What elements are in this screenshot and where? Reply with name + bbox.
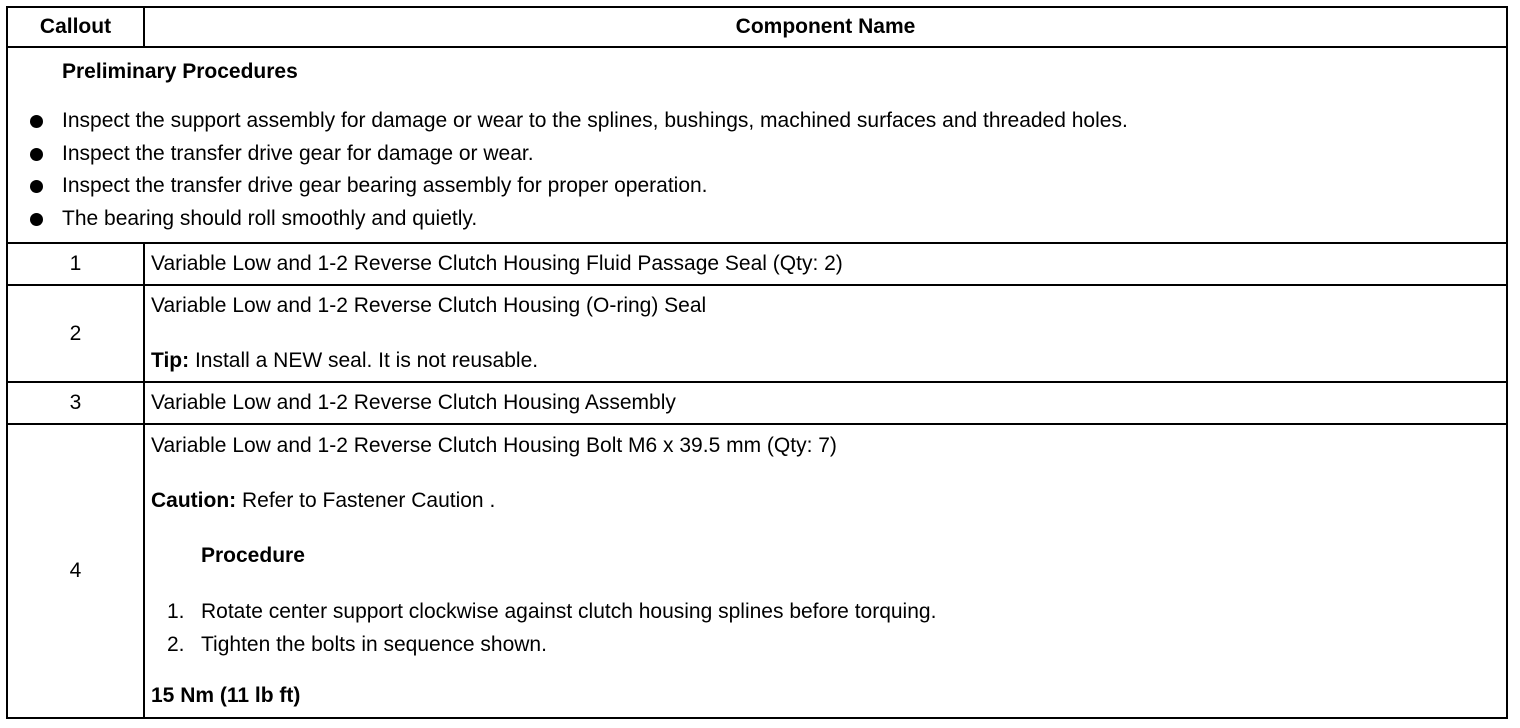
preliminary-cell: [7, 47, 1507, 243]
bullet-item: [8, 138, 1506, 171]
bullet-item: [8, 170, 1506, 203]
component-table: [6, 6, 1508, 719]
bullet-text: Inspect the transfer drive gear bearing assembly for proper operation.: [62, 174, 708, 197]
bullet-dot-icon: [30, 115, 43, 128]
step-text: Tighten the bolts in sequence shown.: [201, 632, 547, 656]
step-number: 1.: [167, 600, 185, 623]
component-name: Variable Low and 1-2 Reverse Clutch Housing Fluid Passage Seal (Qty: 2): [144, 243, 1507, 285]
component-name: Variable Low and 1-2 Reverse Clutch Housing Assembly: [144, 382, 1507, 424]
bullet-item: [8, 105, 1506, 138]
procedure-step: [151, 596, 1506, 629]
bullet-dot-icon: [30, 213, 43, 226]
header-component-name: Component Name: [144, 7, 1507, 47]
tip-text: Install a NEW seal. It is not reusable.: [189, 349, 539, 372]
table-row: [7, 243, 1507, 285]
preliminary-title: Preliminary Procedures: [62, 60, 298, 83]
component-cell: [144, 424, 1507, 718]
table-row: [7, 382, 1507, 424]
bullet-dot-icon: [30, 180, 43, 193]
preliminary-row: [7, 47, 1507, 243]
header-row: [7, 7, 1507, 47]
callout-number: 4: [7, 424, 144, 718]
procedure-step: [151, 629, 1506, 662]
bullet-dot-icon: [30, 148, 43, 161]
preliminary-bullet-list: [8, 105, 1506, 235]
caution-label: Caution:: [151, 489, 237, 512]
callout-number: 3: [7, 382, 144, 424]
caution-note: [151, 486, 1506, 516]
caution-text: Refer to Fastener Caution .: [236, 489, 496, 512]
component-name: Variable Low and 1-2 Reverse Clutch Housing Bolt M6 x 39.5 mm (Qty: 7): [151, 434, 837, 457]
procedure-title: Procedure: [201, 544, 305, 567]
callout-number: 1: [7, 243, 144, 285]
torque-spec: 15 Nm (11 lb ft): [151, 684, 301, 707]
tip-label: Tip:: [151, 349, 190, 372]
bullet-item: [8, 203, 1506, 236]
component-name: Variable Low and 1-2 Reverse Clutch Housing (O-ring) Seal: [151, 294, 707, 317]
bullet-text: Inspect the transfer drive gear for damage or wear.: [62, 141, 534, 165]
bullet-text: Inspect the support assembly for damage or wear to the splines, bushings, machined surfaces and threaded holes.: [62, 109, 1128, 132]
tip-note: [151, 346, 1506, 376]
table-row: [7, 424, 1507, 718]
step-number: 2.: [167, 632, 185, 656]
table-row: [7, 285, 1507, 382]
procedure-steps: [151, 596, 1506, 661]
step-text: Rotate center support clockwise against clutch housing splines before torquing.: [201, 600, 937, 623]
bullet-text: The bearing should roll smoothly and quietly.: [62, 206, 478, 230]
header-callout: Callout: [7, 7, 144, 47]
component-cell: [144, 285, 1507, 382]
callout-number: 2: [7, 285, 144, 382]
